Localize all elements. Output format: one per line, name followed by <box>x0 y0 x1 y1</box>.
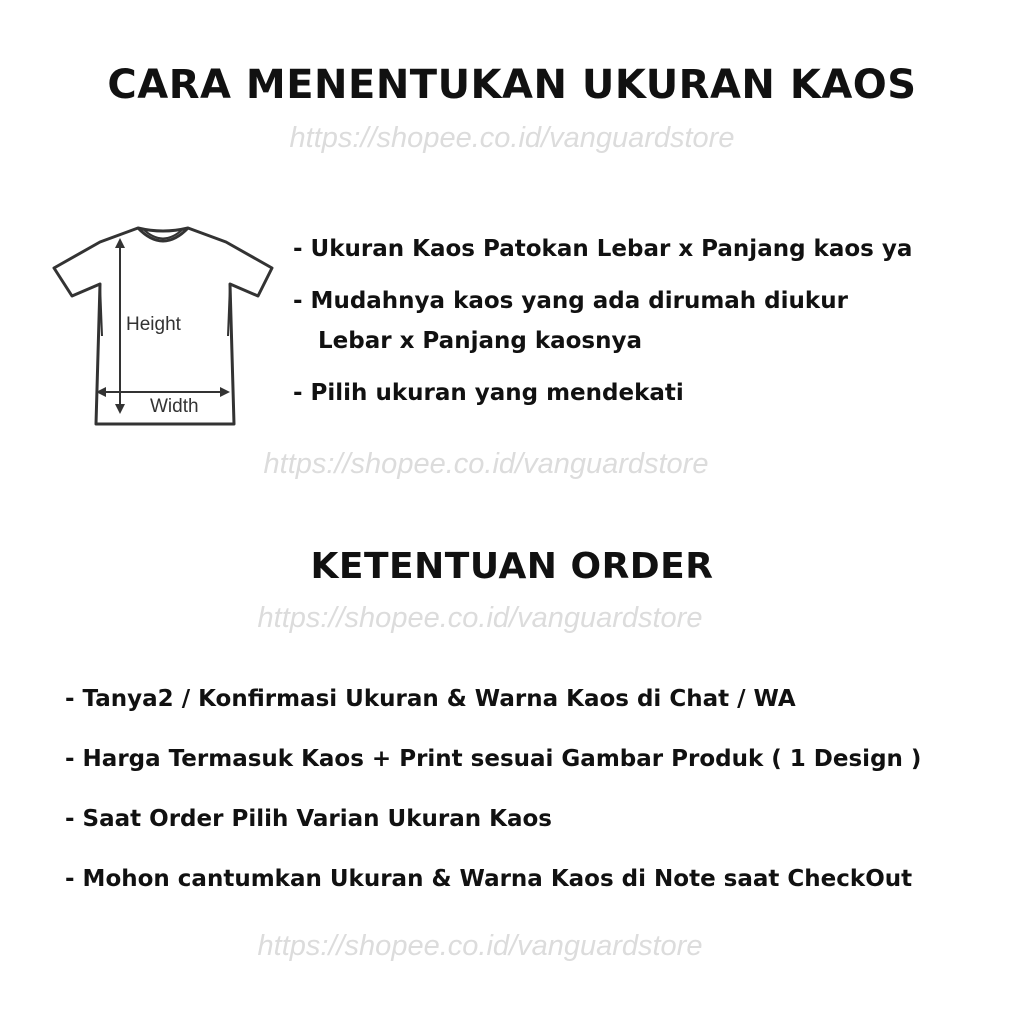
list-item: - Pilih ukuran yang mendekati <box>293 380 684 406</box>
list-item: - Harga Termasuk Kaos + Print sesuai Gambar Produk ( 1 Design ) <box>65 746 922 772</box>
tshirt-outline-icon <box>50 224 276 430</box>
list-item: - Tanya2 / Konfirmasi Ukuran & Warna Kaos di Chat / WA <box>65 686 796 712</box>
watermark-url: https://shopee.co.id/vanguardstore <box>257 930 703 962</box>
list-item: Lebar x Panjang kaosnya <box>318 328 643 354</box>
list-item: - Saat Order Pilih Varian Ukuran Kaos <box>65 806 552 832</box>
height-label: Height <box>126 314 181 335</box>
watermark-url: https://shopee.co.id/vanguardstore <box>289 122 735 154</box>
watermark-url: https://shopee.co.id/vanguardstore <box>257 602 703 634</box>
list-item: - Mohon cantumkan Ukuran & Warna Kaos di Note saat CheckOut <box>65 866 913 892</box>
list-item: - Ukuran Kaos Patokan Lebar x Panjang kaos ya <box>293 236 913 262</box>
watermark-url: https://shopee.co.id/vanguardstore <box>263 448 709 480</box>
size-guide-title: CARA MENENTUKAN UKURAN KAOS <box>107 62 917 108</box>
list-item: - Mudahnya kaos yang ada dirumah diukur <box>293 288 848 314</box>
order-terms-title: KETENTUAN ORDER <box>310 546 714 587</box>
width-label: Width <box>150 396 199 417</box>
